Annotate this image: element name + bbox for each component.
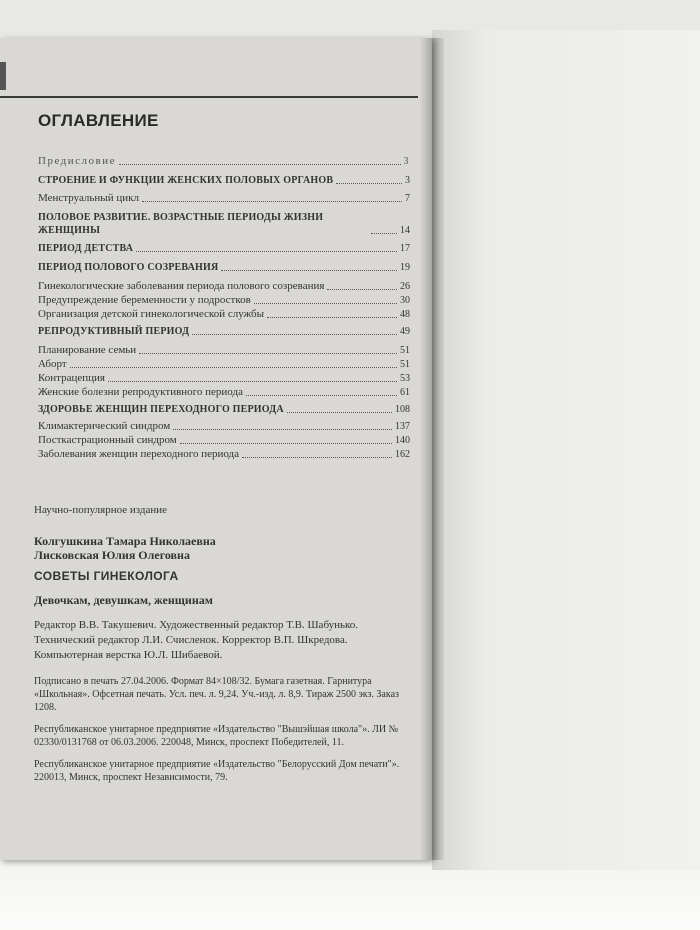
toc-entry xyxy=(38,260,410,274)
toc-entry-title: Посткастрационный синдром xyxy=(38,434,177,446)
toc-leader-dots xyxy=(192,334,397,335)
corner-mark xyxy=(0,62,6,90)
book-subtitle: Девочкам, девушкам, женщинам xyxy=(34,593,213,607)
toc-entry-page: 14 xyxy=(400,225,410,236)
toc-entry xyxy=(38,357,410,371)
toc-entry-title: Женские болезни репродуктивного периода xyxy=(38,386,243,398)
toc-entry xyxy=(38,279,410,293)
toc-entry xyxy=(38,241,410,255)
toc-entry-title: Менструальный цикл xyxy=(38,192,139,204)
toc-entry-title: Предисловие xyxy=(38,155,116,167)
toc-entry-title: ПЕРИОД ПОЛОВОГО СОЗРЕВАНИЯ xyxy=(38,262,219,273)
toc-entry-title: Заболевания женщин переходного периода xyxy=(38,448,240,460)
toc-entry-title: Планирование семьи xyxy=(38,344,137,356)
table-of-contents xyxy=(38,154,410,461)
toc-leader-dots xyxy=(70,367,397,368)
toc-entry xyxy=(38,173,410,187)
editorial-credits xyxy=(34,618,414,663)
toc-leader-dots xyxy=(139,353,397,354)
toc-entry xyxy=(38,447,410,461)
toc-leader-dots xyxy=(119,164,401,165)
toc-entry xyxy=(38,307,410,321)
toc-leader-dots xyxy=(173,429,392,430)
toc-entry-title: ПОЛОВОЕ РАЗВИТИЕ. ВОЗРАСТНЫЕ ПЕРИОДЫ ЖИЗНИ ЖЕНЩИНЫ xyxy=(38,212,324,236)
printing-details: Подписано в печать 27.04.2006. Формат 84×108/32. Бумага газетная. Гарнитура «Школьная». Офсетная печать. Усл. печ. л. 9,24. Уч.-изд. л. 8,9. Тираж 2500 экз. Заказ 1208. xyxy=(34,676,399,713)
toc-leader-dots xyxy=(336,183,402,184)
right-page-blank xyxy=(432,30,700,870)
toc-entry-page: 137 xyxy=(395,421,410,432)
author-name: Колгушкина Тамара Николаевна xyxy=(34,534,216,548)
printing-house-info: Республиканское унитарное предприятие «Издательство "Белорусский Дом печати"». 220013, Минск, проспект Независимости, 79. xyxy=(34,759,400,783)
toc-leader-dots xyxy=(108,381,397,382)
toc-entry-page: 61 xyxy=(400,387,410,398)
toc-entry-page: 30 xyxy=(400,295,410,306)
toc-entry-page: 53 xyxy=(400,373,410,384)
toc-entry-page: 19 xyxy=(400,262,410,273)
header-rule xyxy=(0,96,418,98)
toc-entry-page: 140 xyxy=(395,435,410,446)
toc-leader-dots xyxy=(142,201,402,202)
toc-entry xyxy=(38,402,410,416)
toc-leader-dots xyxy=(136,251,397,252)
toc-leader-dots xyxy=(371,233,397,234)
toc-entry-page: 51 xyxy=(400,359,410,370)
toc-entry xyxy=(38,324,410,338)
toc-entry-page: 162 xyxy=(395,449,410,460)
credits-line: Технический редактор Л.И. Счисленок. Корректор В.П. Шкредова. xyxy=(34,634,348,646)
toc-leader-dots xyxy=(254,303,397,304)
book-spine-shadow xyxy=(420,38,444,860)
toc-entry-page: 108 xyxy=(395,404,410,415)
toc-leader-dots xyxy=(180,443,392,444)
toc-entry-page: 3 xyxy=(405,175,410,186)
toc-entry-title: Предупреждение беременности у подростков xyxy=(38,294,251,306)
toc-entry xyxy=(38,371,410,385)
toc-entry xyxy=(38,385,410,399)
toc-entry-page: 49 xyxy=(400,326,410,337)
toc-entry-title: Гинекологические заболевания периода полового созревания xyxy=(38,280,325,292)
toc-leader-dots xyxy=(246,395,397,396)
toc-entry-title: Контрацепция xyxy=(38,372,105,384)
toc-entry-title: Аборт xyxy=(38,358,67,370)
toc-leader-dots xyxy=(242,457,392,458)
toc-entry-page: 26 xyxy=(400,281,410,292)
toc-entry-title: РЕПРОДУКТИВНЫЙ ПЕРИОД xyxy=(38,326,190,337)
toc-entry-page: 48 xyxy=(400,309,410,320)
toc-entry-title: СТРОЕНИЕ И ФУНКЦИИ ЖЕНСКИХ ПОЛОВЫХ ОРГАНОВ xyxy=(38,175,334,186)
toc-entry-page: 17 xyxy=(400,243,410,254)
toc-entry-title: Организация детской гинекологической службы xyxy=(38,308,265,320)
imprint-block xyxy=(34,504,414,784)
credits-line: Редактор В.В. Такушевич. Художественный редактор Т.В. Шабунько. xyxy=(34,619,359,631)
toc-leader-dots xyxy=(221,270,397,271)
toc-leader-dots xyxy=(287,412,392,413)
toc-entry-title: ПЕРИОД ДЕТСТВА xyxy=(38,243,134,254)
toc-entry xyxy=(38,433,410,447)
toc-entry xyxy=(38,154,410,168)
toc-heading: ОГЛАВЛЕНИЕ xyxy=(38,111,159,130)
toc-entry xyxy=(38,419,410,433)
toc-entry-title: ЗДОРОВЬЕ ЖЕНЩИН ПЕРЕХОДНОГО ПЕРИОДА xyxy=(38,404,284,415)
toc-entry xyxy=(38,209,410,237)
book-title: СОВЕТЫ ГИНЕКОЛОГА xyxy=(34,569,179,583)
toc-leader-dots xyxy=(327,289,397,290)
toc-entry xyxy=(38,343,410,357)
credits-line: Компьютерная верстка Ю.Л. Шибаевой. xyxy=(34,649,223,661)
toc-entry-title: Климактерический синдром xyxy=(38,420,171,432)
toc-entry xyxy=(38,191,410,205)
toc-entry-page: 7 xyxy=(405,193,410,204)
author-name: Лисковская Юлия Олеговна xyxy=(34,548,190,562)
publisher-info: Республиканское унитарное предприятие «Издательство "Вышэйшая школа"». ЛИ № 02330/0131768 от 06.03.2006. 220048, Минск, проспект Победителей, 11. xyxy=(34,724,399,748)
toc-leader-dots xyxy=(267,317,397,318)
toc-entry-page: 51 xyxy=(400,345,410,356)
toc-entry-page: 3 xyxy=(403,156,410,167)
toc-entry xyxy=(38,293,410,307)
edition-type: Научно-популярное издание xyxy=(34,504,168,516)
